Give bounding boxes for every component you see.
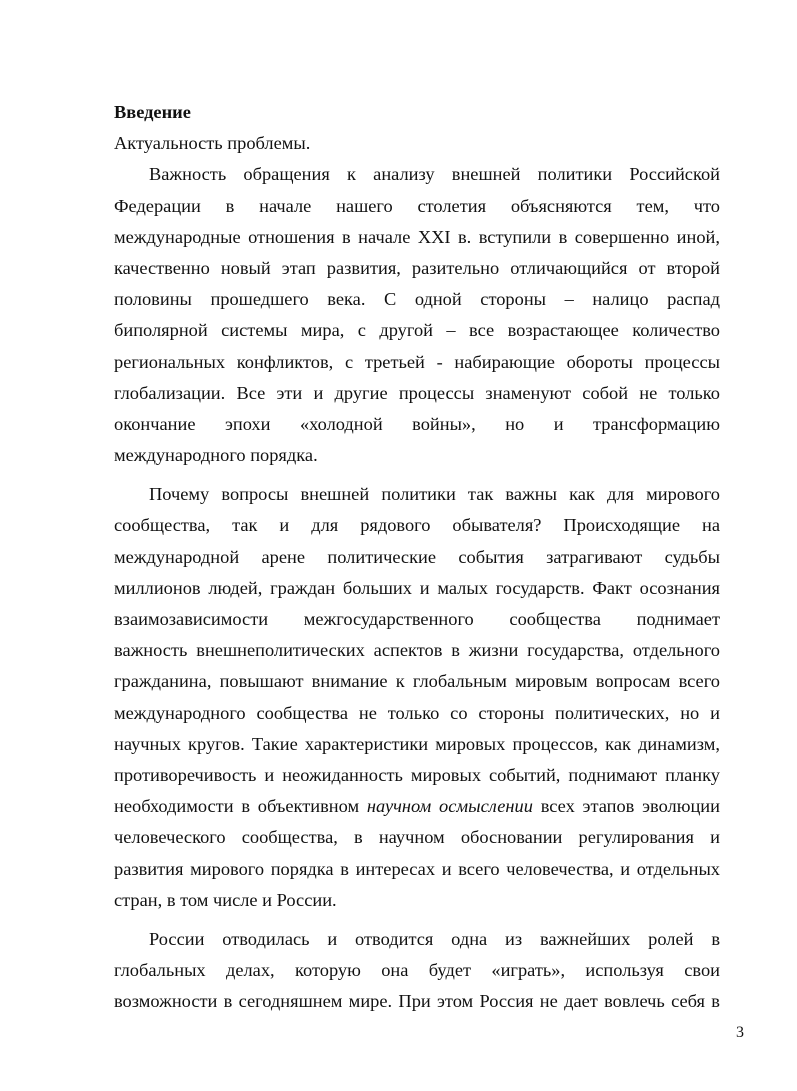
text-line: научных кругов. Такие характеристики мировых процессов, как динамизм, xyxy=(114,733,720,754)
text-line: глобальных делах, которую она будет «играть», используя свои xyxy=(114,960,720,981)
text-span: необходимости в объективном xyxy=(114,796,360,817)
text-line: человеческого сообщества, в научном обосновании регулирования и xyxy=(114,827,720,848)
text-line: противоречивость и неожиданность мировых событий, поднимают планку xyxy=(114,764,720,785)
paragraph-3 xyxy=(114,924,720,1018)
text-line: региональных конфликтов, с третьей - набирающие обороты процессы xyxy=(114,351,720,372)
text-line xyxy=(114,791,720,822)
paragraph-1 xyxy=(114,159,720,471)
text-line: международные отношения в начале XXI в. вступили в совершенно иной, xyxy=(114,226,720,247)
text-line: глобализации. Все эти и другие процессы знаменуют собой не только xyxy=(114,382,720,403)
text-line: гражданина, повышают внимание к глобальным мировым вопросам всего xyxy=(114,671,720,692)
text-span: всех этапов эволюции xyxy=(540,796,720,817)
text-body xyxy=(114,97,720,1017)
text-line: сообщества, так и для рядового обывателя? Происходящие на xyxy=(114,515,720,536)
paragraph-2 xyxy=(114,479,720,916)
text-line: возможности в сегодняшнем мире. При этом Россия не дает вовлечь себя в xyxy=(114,991,720,1012)
heading: Введение xyxy=(114,102,191,122)
text-line: важность внешнеполитических аспектов в жизни государства, отдельного xyxy=(114,640,720,661)
text-line: международного порядка. xyxy=(114,445,318,466)
text-line: миллионов людей, граждан больших и малых государств. Факт осознания xyxy=(114,577,720,598)
text-line: развития мирового порядка в интересах и всего человечества, и отдельных xyxy=(114,858,720,879)
text-line: окончание эпохи «холодной войны», но и трансформацию xyxy=(114,413,720,434)
text-line: половины прошедшего века. С одной стороны – налицо распад xyxy=(114,289,720,310)
page-number: 3 xyxy=(736,1024,744,1041)
text-line: России отводилась и отводится одна из важнейших ролей в xyxy=(149,928,720,949)
text-line: Важность обращения к анализу внешней политики Российской xyxy=(149,164,720,185)
text-line: биполярной системы мира, с другой – все возрастающее количество xyxy=(114,320,720,341)
text-line: международной арене политические события затрагивают судьбы xyxy=(114,546,720,567)
text-line: международного сообщества не только со стороны политических, но и xyxy=(114,702,720,723)
text-line: Федерации в начале нашего столетия объясняются тем, что xyxy=(114,195,720,216)
italic-emphasis: научном осмыслении xyxy=(366,796,533,817)
text-line: взаимозависимости межгосударственного сообщества поднимает xyxy=(114,609,720,629)
text-line: Почему вопросы внешней политики так важны как для мирового xyxy=(149,484,720,505)
subheading: Актуальность проблемы. xyxy=(114,133,311,154)
text-line: стран, в том числе и России. xyxy=(114,889,337,910)
text-line: качественно новый этап развития, разительно отличающийся от второй xyxy=(114,257,720,278)
